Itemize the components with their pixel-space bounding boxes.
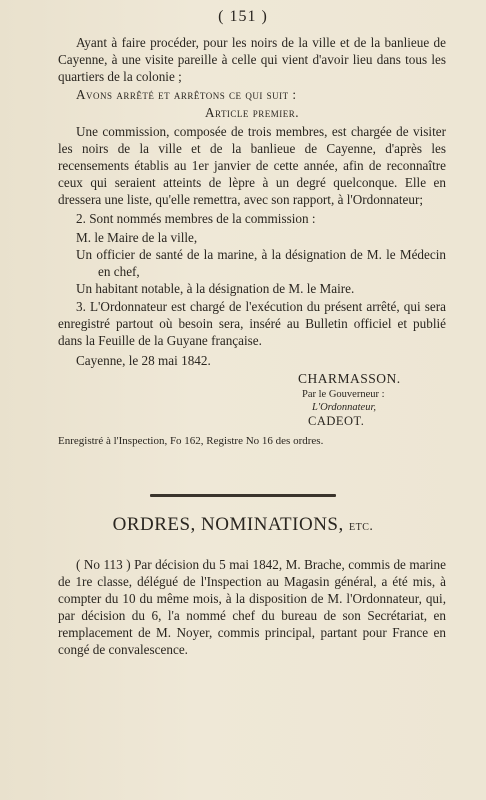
article-title: Article premier.	[204, 105, 300, 120]
section-divider	[150, 494, 336, 497]
ordonnateur-label: L'Ordonnateur,	[312, 402, 376, 413]
place-date: Cayenne, le 28 mai 1842.	[76, 353, 211, 368]
decree-avons: Avons arrêté et arrêtons ce qui suit :	[76, 87, 297, 102]
member-1: M. le Maire de la ville,	[76, 230, 198, 245]
order-block	[58, 556, 446, 658]
article-2-intro: 2. Sont nommés membres de la commission :	[76, 211, 316, 226]
by-governor-label: Par le Gouverneur :	[302, 389, 385, 400]
registration-note: Enregistré à l'Inspection, Fo 162, Registre No 16 des ordres.	[58, 435, 324, 447]
signer-name: CHARMASSON.	[298, 371, 401, 386]
article-1: Une commission, composée de trois membres, est chargée de visiter les noirs de la ville et de la banlieue de Cayenne, d'après les recensements établis au 1er janvier de cette année, afin de reconnaître ceux qui seraient atteints de lèpre à un degré quelconque. Elle en dressera une liste, qu'elle remettra, avec son rapport, à l'Ordonnateur;	[58, 124, 446, 207]
countersigner-name: CADEOT.	[308, 414, 365, 428]
section-heading-etc: etc.	[349, 519, 374, 534]
section-heading	[0, 514, 486, 536]
member-3: Un habitant notable, à la désignation de M. le Maire.	[76, 281, 355, 296]
decree-block	[58, 34, 446, 450]
page-number: ( 151 )	[218, 8, 268, 25]
member-2: Un officier de santé de la marine, à la désignation de M. le Médecin en chef,	[76, 247, 446, 279]
section-heading-text: ORDRES, NOMINATIONS,	[112, 514, 344, 535]
article-3: 3. L'Ordonnateur est chargé de l'exécution du présent arrêté, qui sera enregistré partout où besoin sera, inséré au Bulletin officiel et publié dans la Feuille de la Guyane française.	[58, 299, 446, 348]
order-113: ( No 113 ) Par décision du 5 mai 1842, M. Brache, commis de marine de 1re classe, délégué de l'Inspection au Magasin général, a été mis, à compter du 10 du même mois, à la disposition de M. l'Ordonnateur, qui, par décision du 6, l'a nommé chef du bureau de son Secrétariat, en remplacement de M. Noyer, commis principal, partant pour France en congé de convalescence.	[58, 557, 446, 657]
decree-intro: Ayant à faire procéder, pour les noirs de la ville et de la banlieue de Cayenne, à une visite pareille à celle qui vient d'avoir lieu dans tous les quartiers de la colonie ;	[58, 35, 446, 84]
